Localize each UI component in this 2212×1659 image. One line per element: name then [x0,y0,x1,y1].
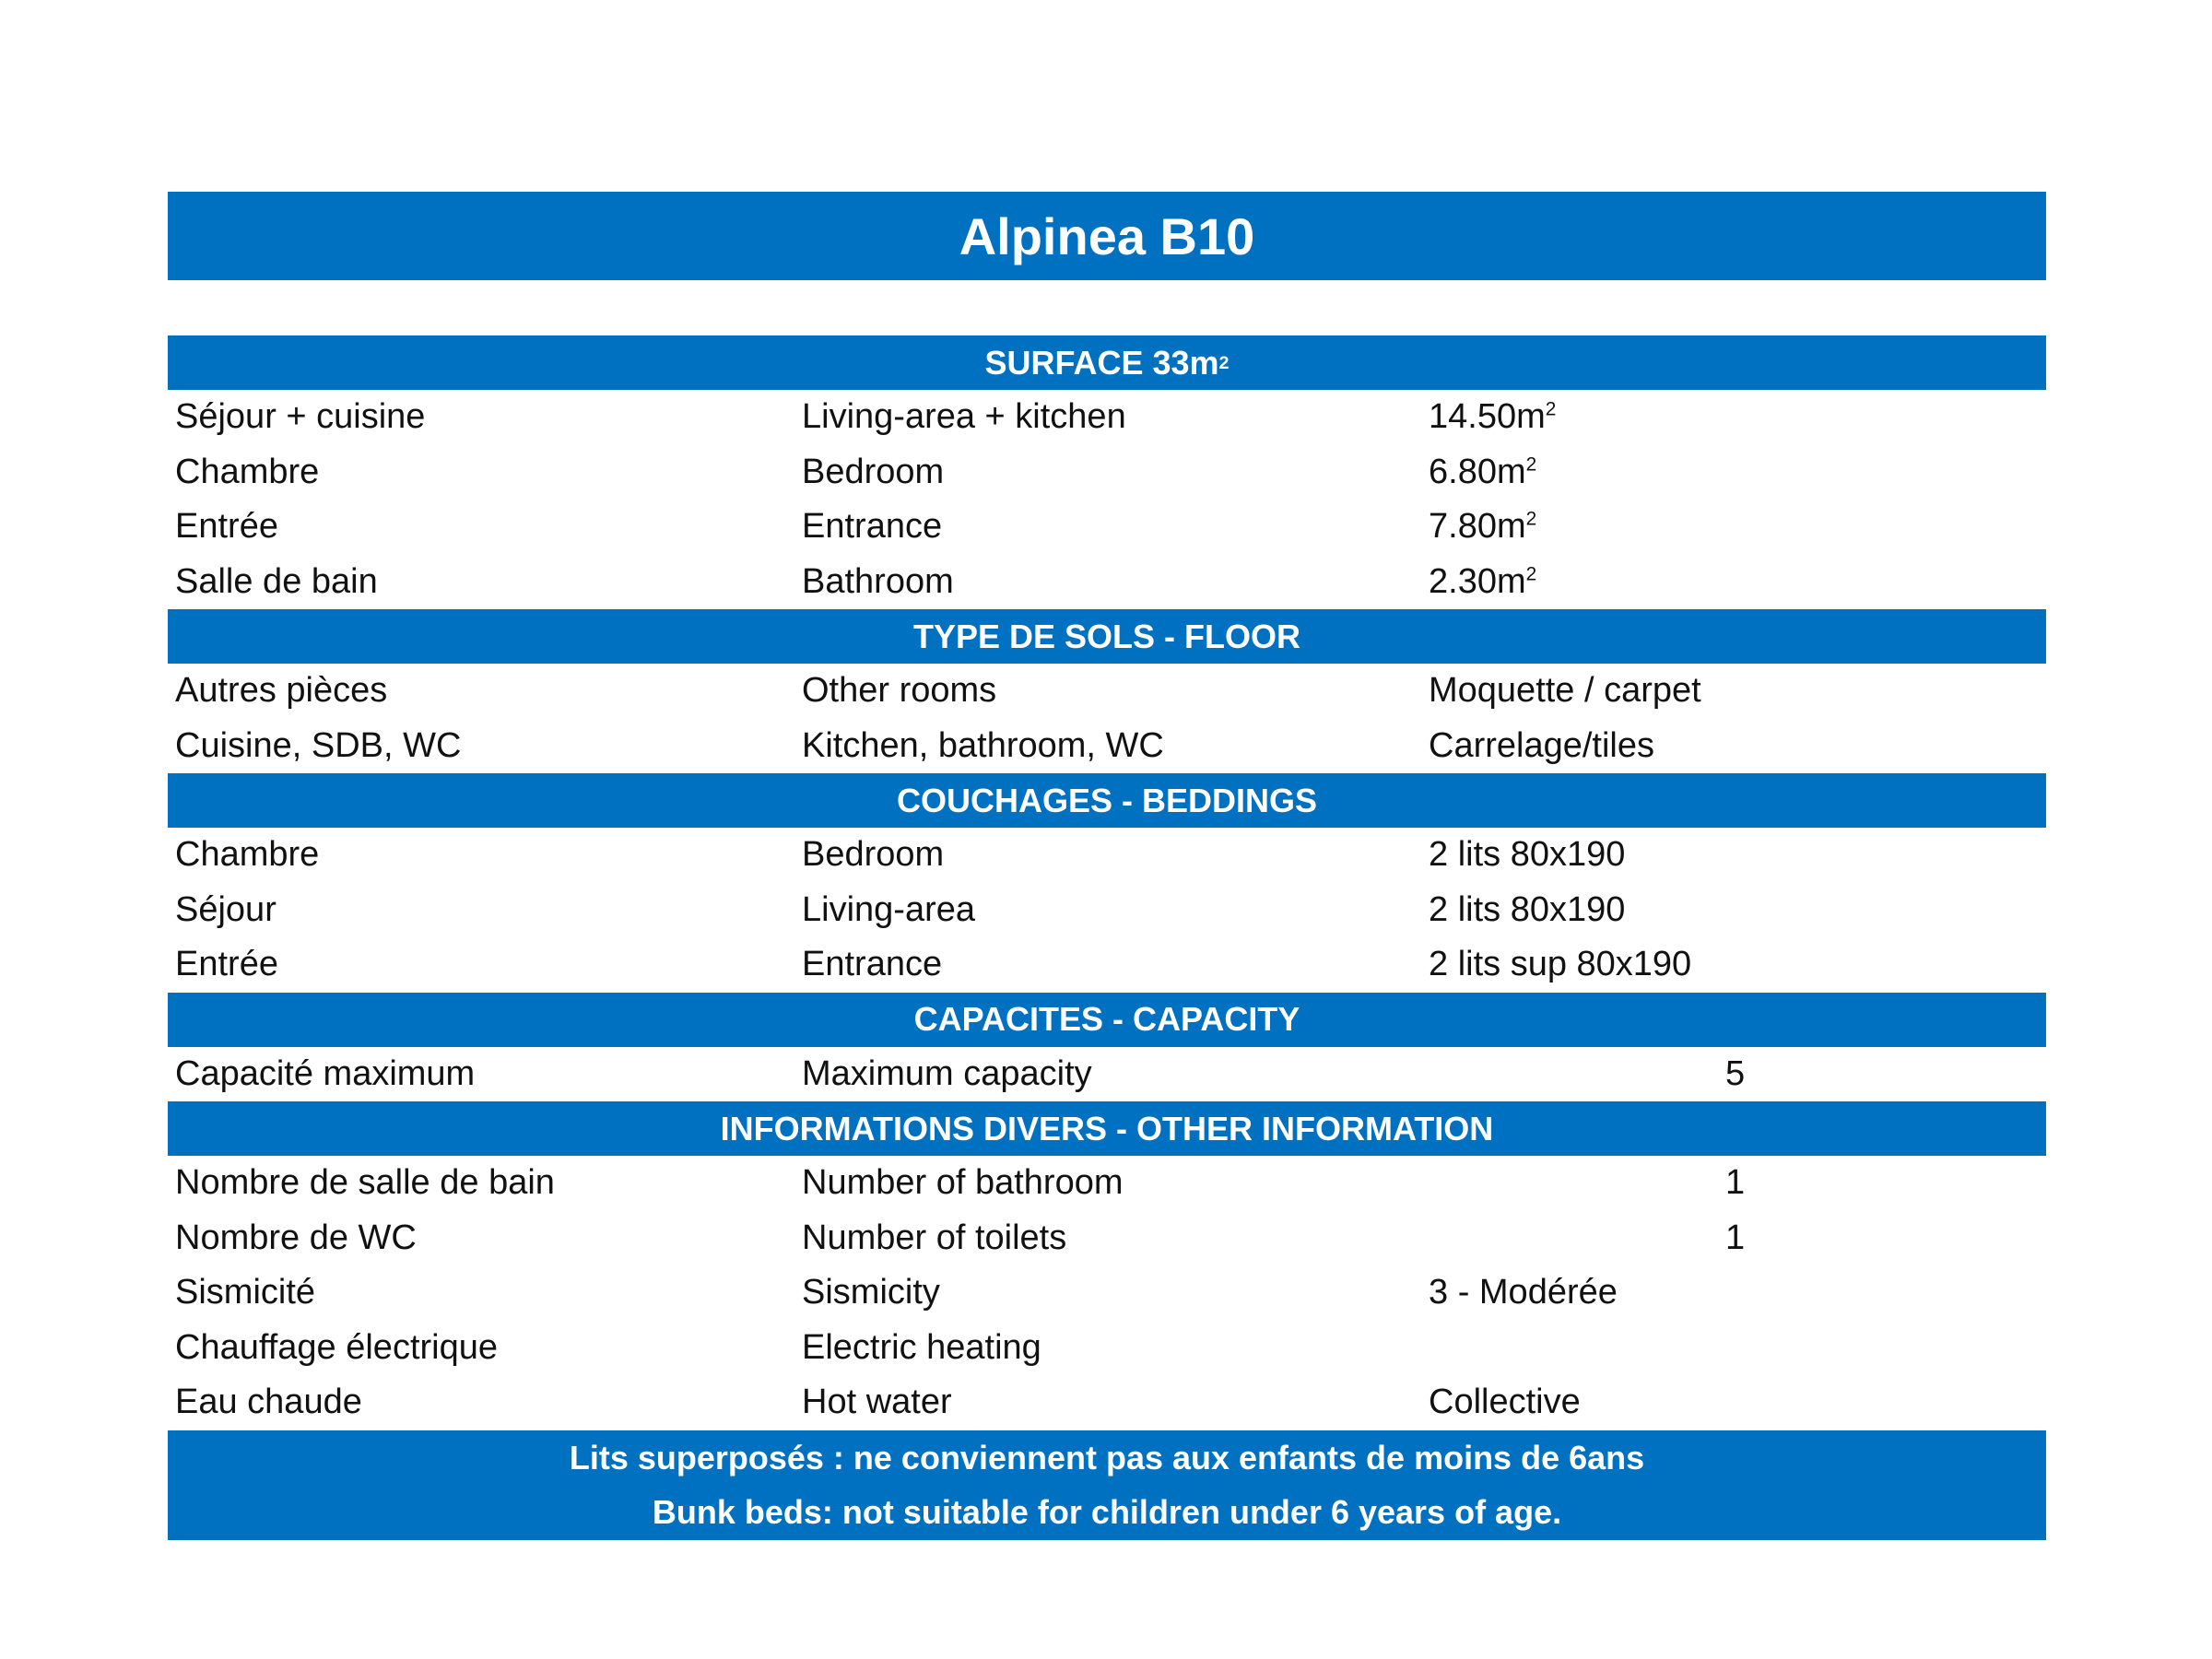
cell-english: Living-area + kitchen [802,397,1126,437]
table-row [168,555,2046,610]
cell-french: Séjour [175,889,276,929]
table-row [168,883,2046,938]
cell-french: Eau chaude [175,1382,362,1422]
section-header-text: SURFACE 33m [984,343,1219,382]
section-header-other-information: INFORMATIONS DIVERS - OTHER INFORMATION [168,1101,2046,1156]
warning-line-english: Bunk beds: not suitable for children under 6 years of age. [652,1493,1562,1531]
table-row [168,390,2046,445]
cell-number: 5 [1725,1053,1746,1093]
cell-value: Carrelage/tiles [1429,725,1654,765]
table-row [168,937,2046,993]
cell-french: Chambre [175,835,320,875]
section-header-surface: SURFACE 33m 2 [168,335,2046,390]
cell-french: Entrée [175,507,278,547]
cell-french: Nombre de salle de bain [175,1163,555,1203]
cell-english: Entrance [802,507,943,547]
spec-table [168,335,2046,1540]
cell-french: Séjour + cuisine [175,397,426,437]
cell-english: Other rooms [802,671,997,711]
table-row [168,1265,2046,1321]
cell-value: Collective [1429,1382,1581,1422]
table-row [168,719,2046,774]
value-text: 6.80m [1429,452,1526,491]
cell-french: Autres pièces [175,671,388,711]
cell-english: Kitchen, bathroom, WC [802,725,1164,765]
table-row [168,1211,2046,1266]
cell-value: 2 lits 80x190 [1429,835,1626,875]
cell-french: Salle de bain [175,561,378,601]
table-row [168,1375,2046,1430]
cell-french: Nombre de WC [175,1218,417,1257]
cell-french: Entrée [175,945,278,984]
superscript: 2 [1525,508,1537,530]
cell-english: Bedroom [802,452,945,491]
value-text: 2.30m [1429,561,1526,601]
superscript: 2 [1525,563,1537,585]
table-row [168,1156,2046,1211]
cell-english: Bedroom [802,835,945,875]
section-header-beddings: COUCHAGES - BEDDINGS [168,773,2046,828]
cell-french: Chambre [175,452,320,491]
section-header-capacity: CAPACITES - CAPACITY [168,993,2046,1047]
cell-english: Maximum capacity [802,1053,1092,1093]
cell-french: Chauffage électrique [175,1327,498,1367]
superscript: 2 [1545,398,1557,420]
cell-value: 2 lits sup 80x190 [1429,945,1692,984]
table-row [168,664,2046,719]
bunk-bed-warning [168,1430,2046,1540]
cell-french: Capacité maximum [175,1053,476,1093]
warning-line-french: Lits superposés : ne conviennent pas aux enfants de moins de 6ans [569,1439,1645,1477]
cell-value [1421,507,1725,547]
table-row [168,828,2046,883]
table-row [168,500,2046,555]
cell-value: 2 lits 80x190 [1429,889,1626,929]
superscript: 2 [1525,453,1537,476]
table-row [168,1047,2046,1102]
cell-value: 3 - Modérée [1429,1273,1618,1312]
cell-english: Bathroom [802,561,954,601]
cell-number: 1 [1725,1163,1746,1203]
cell-english: Sismicity [802,1273,940,1312]
table-row [168,1321,2046,1376]
cell-value [1421,397,1725,437]
page-title: Alpinea B10 [168,192,2046,280]
cell-value: Moquette / carpet [1429,671,1701,711]
cell-english: Electric heating [802,1327,1041,1367]
cell-french: Sismicité [175,1273,316,1312]
cell-english: Number of bathroom [802,1163,1124,1203]
value-text: 7.80m [1429,507,1526,547]
cell-english: Entrance [802,945,943,984]
cell-value [1421,453,1725,492]
table-row [168,445,2046,500]
cell-value [1421,562,1725,602]
cell-english: Hot water [802,1382,952,1422]
cell-english: Living-area [802,889,975,929]
section-header-floor: TYPE DE SOLS - FLOOR [168,609,2046,664]
value-text: 14.50m [1429,397,1546,437]
cell-english: Number of toilets [802,1218,1067,1257]
cell-number: 1 [1725,1218,1746,1257]
cell-french: Cuisine, SDB, WC [175,725,462,765]
spec-sheet [168,192,2046,1540]
